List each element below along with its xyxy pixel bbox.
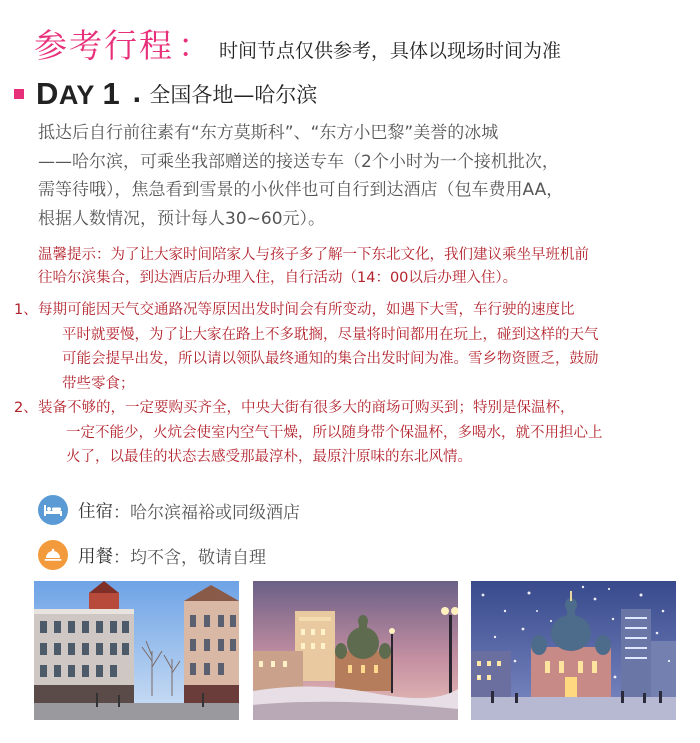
day-route: 全国各地—哈尔滨 xyxy=(149,83,318,107)
photo-central-street xyxy=(34,581,239,720)
warm-tip xyxy=(38,244,678,289)
description-line: 需等待哦），焦急看到雪景的小伙伴也可自行到达酒店（包车费用AA， xyxy=(38,180,564,200)
list-item-line: 每期可能因天气交通路况等原因出发时间会有所变动，如遇下大雪，车行驶的速度比 xyxy=(38,302,575,318)
list-item-line: 可能会提早出发，所以请以领队最终通知的集合出发时间为准。雪乡物资匮乏，鼓励 xyxy=(62,351,599,367)
meals-value: 均不含，敬请自理 xyxy=(130,547,266,568)
list-item-line: 装备不够的，一定要购买齐全，中央大街有很多大的商场可购买到；特别是保温杯， xyxy=(38,400,575,416)
list-item-line: 带些零食； xyxy=(62,375,135,392)
section-subtitle: 时间节点仅供参考，具体以现场时间为准 xyxy=(219,40,562,62)
day-heading xyxy=(14,76,317,112)
day-dot: . xyxy=(132,80,142,108)
list-item-number: 2、 xyxy=(14,400,38,416)
bed-icon xyxy=(38,495,68,525)
lodging-separator: ： xyxy=(113,502,130,523)
list-item xyxy=(14,298,684,396)
meals-info xyxy=(38,540,266,570)
lodging-value: 哈尔滨福裕或同级酒店 xyxy=(130,502,300,523)
description-line: ——哈尔滨，可乘坐我部赠送的接送专车（2个小时为一个接机批次， xyxy=(38,151,559,172)
day-number: 1 xyxy=(102,76,121,111)
day-description xyxy=(38,119,678,233)
photo-strip xyxy=(34,581,676,720)
list-item-number: 1、 xyxy=(14,302,38,318)
day-label: DAY 1 xyxy=(36,76,121,111)
meals-label: 用餐 xyxy=(78,546,113,567)
tip-line: 温馨提示：为了让大家时间陪家人与孩子多了解一下东北文化，我们建议乘坐早班机前 xyxy=(38,247,589,263)
photo-cathedral-night xyxy=(471,581,676,720)
food-cloche-icon xyxy=(38,540,68,570)
list-item-line: 火了，以最佳的状态去感受那最淳朴，最原汁原味的东北风情。 xyxy=(66,449,472,465)
notes-list xyxy=(14,298,684,470)
lodging-label: 住宿 xyxy=(78,501,113,522)
section-header xyxy=(34,20,561,68)
description-line: 根据人数情况，预计每人30~60元）。 xyxy=(38,208,326,229)
day-bullet xyxy=(14,89,24,99)
list-item xyxy=(14,396,684,470)
tip-line: 往哈尔滨集合，到达酒店后办理入住，自行活动（14：00以后办理入住）。 xyxy=(38,269,518,286)
photo-cathedral-dusk xyxy=(253,581,458,720)
meals-separator: ： xyxy=(113,547,130,568)
list-item-line: 一定不能少，火炕会使室内空气干燥，所以随身带个保温杯，多喝水，就不用担心上 xyxy=(66,424,603,441)
lodging-info xyxy=(38,495,300,525)
section-title: 参考行程 xyxy=(34,26,174,65)
section-title-colon: ： xyxy=(178,26,211,65)
description-line: 抵达后自行前往素有“东方莫斯科”、“东方小巴黎”美誉的冰城 xyxy=(38,123,499,143)
list-item-line: 平时就要慢，为了让大家在路上不多耽搁，尽量将时间都用在玩上，碰到这样的天气 xyxy=(62,326,599,343)
